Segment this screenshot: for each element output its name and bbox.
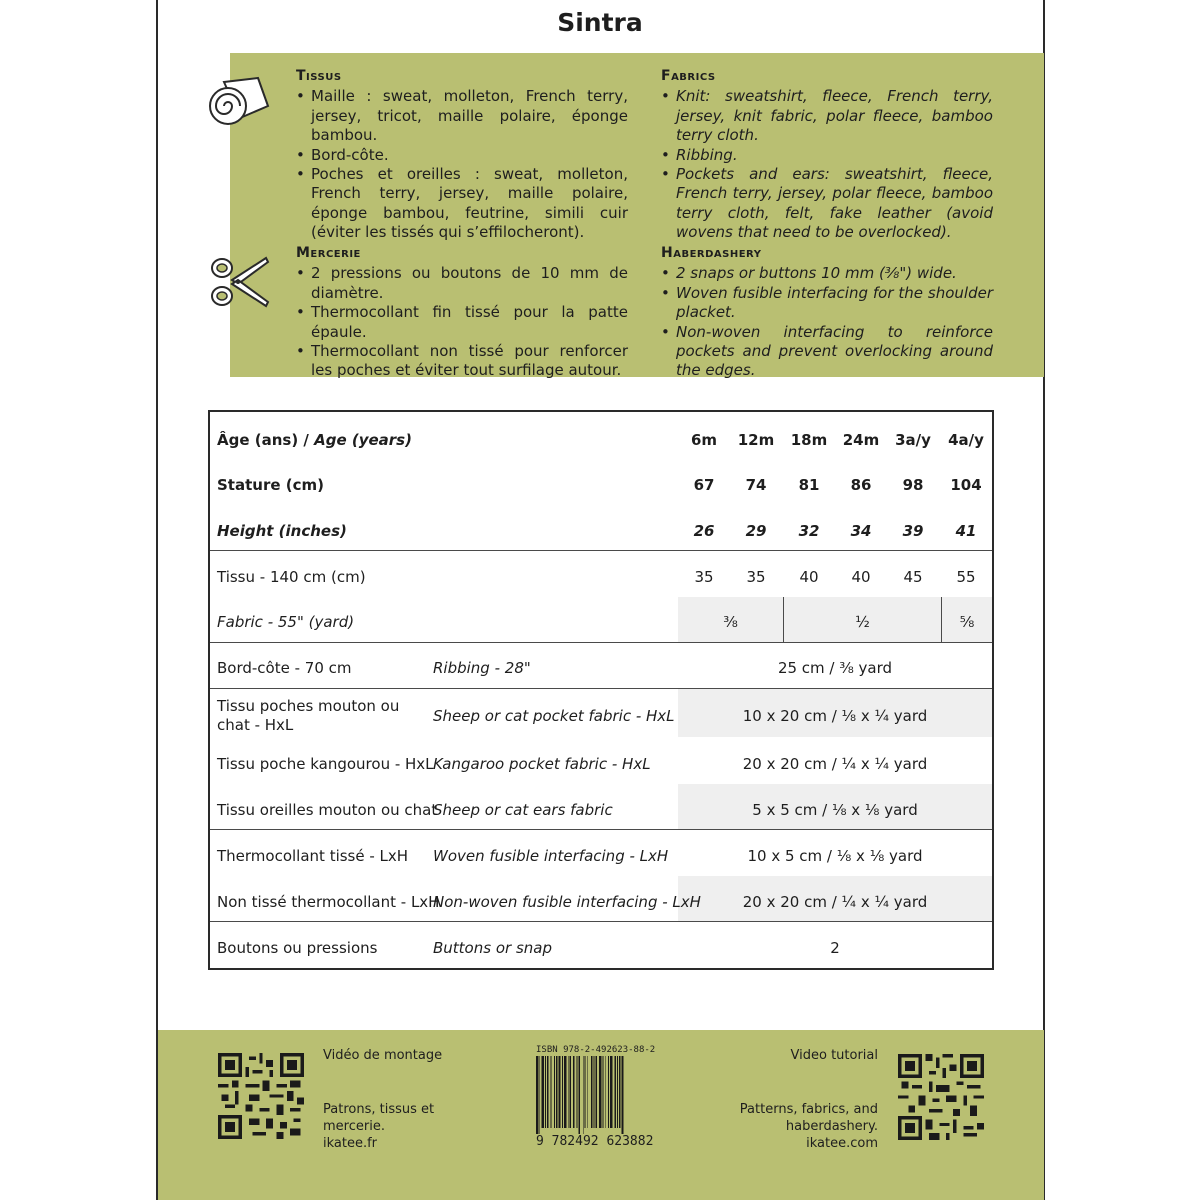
- stature-cell: 86: [850, 476, 872, 494]
- barcode-bar: [568, 1056, 569, 1128]
- fabric-yard-label: Fabric - 55" (yard): [217, 613, 355, 631]
- size-cell: 18m: [790, 431, 828, 449]
- table-row-value: 20 x 20 cm / ¼ x ¼ yard: [742, 755, 928, 773]
- size-table: [208, 410, 994, 970]
- fabrics-fr-section: [296, 67, 628, 243]
- table-divider: [210, 688, 992, 689]
- table-row-value: 20 x 20 cm / ¼ x ¼ yard: [742, 893, 928, 911]
- barcode-bar: [617, 1056, 618, 1128]
- barcode-bar: [614, 1056, 616, 1128]
- barcode-bar: [587, 1056, 588, 1128]
- height-cell: 29: [745, 522, 767, 540]
- qr-code-fr: [218, 1053, 304, 1139]
- shop-fr-line: mercerie.: [323, 1119, 385, 1134]
- size-cell: 6m: [690, 431, 718, 449]
- barcode-bar: [578, 1056, 580, 1134]
- barcode-bar: [603, 1056, 604, 1128]
- fabric-yard-cell: ½: [855, 613, 870, 631]
- table-divider: [210, 921, 992, 922]
- list-item: • Ribbing.: [661, 146, 993, 165]
- barcode-bar: [595, 1056, 597, 1128]
- table-row-label-en: Kangaroo pocket fabric - HxL: [433, 755, 651, 773]
- table-divider: [210, 642, 992, 643]
- video-en-label: Video tutorial: [790, 1048, 878, 1063]
- barcode: [534, 1056, 656, 1136]
- page-title: Sintra: [557, 8, 643, 37]
- table-divider: [210, 829, 992, 830]
- fabrics-en-heading: Fabrics: [661, 68, 716, 84]
- table-row-label-fr: Thermocollant tissé - LxH: [217, 847, 409, 865]
- fabric-cm-cell: 35: [746, 568, 766, 586]
- table-row-value: 10 x 20 cm / ⅛ x ¼ yard: [742, 707, 928, 725]
- fabric-cm-label: Tissu - 140 cm (cm): [217, 568, 366, 586]
- notions-fr-heading: Mercerie: [296, 245, 361, 261]
- stature-cell: 67: [693, 476, 715, 494]
- barcode-bar: [562, 1056, 563, 1128]
- fabrics-fr-heading: Tissus: [296, 68, 342, 84]
- age-label: Âge (ans) / Age (years): [217, 431, 412, 449]
- barcode-bar: [573, 1056, 575, 1128]
- barcode-bar: [605, 1056, 606, 1128]
- shop-en-line: haberdashery.: [785, 1119, 878, 1134]
- table-divider: [210, 550, 992, 551]
- table-row-label-fr: Bord-côte - 70 cm: [217, 659, 352, 677]
- shop-en-text: [718, 1101, 878, 1152]
- footer: [158, 1030, 1044, 1200]
- table-row-label-en: Sheep or cat ears fabric: [433, 801, 613, 819]
- left-border: [156, 0, 158, 1200]
- fabric-yard-cell: ⅝: [959, 613, 975, 631]
- list-item: • Poches et oreilles : sweat, molleton, French terry, jersey, maille polaire, éponge bambou, feutrine, simili cuir (éviter les tissés qui s’effilocheront).: [296, 165, 628, 243]
- size-cell: 24m: [842, 431, 880, 449]
- barcode-bar: [536, 1056, 538, 1134]
- site-en-link[interactable]: ikatee.com: [806, 1136, 878, 1151]
- list-item: • Thermocollant non tissé pour renforcer les poches et éviter tout surfilage autour.: [296, 342, 628, 381]
- shop-en-line: Patterns, fabrics, and: [739, 1102, 878, 1117]
- shop-fr-line: Patrons, tissus et: [323, 1102, 435, 1117]
- notions-fr-section: [296, 244, 628, 381]
- table-row-value: 10 x 5 cm / ⅛ x ⅛ yard: [747, 847, 923, 865]
- barcode-bar: [622, 1056, 624, 1134]
- fabric-cm-cell: 35: [694, 568, 714, 586]
- table-row-label-en: Buttons or snap: [433, 939, 552, 957]
- size-cell: 3a/y: [895, 431, 931, 449]
- height-cell: 41: [955, 522, 977, 540]
- list-item: • Non-woven interfacing to reinforce pockets and prevent overlocking around the edges.: [661, 323, 993, 381]
- barcode-bar: [599, 1056, 602, 1128]
- barcode-bar: [539, 1056, 540, 1134]
- stature-label: Stature (cm): [217, 476, 324, 494]
- barcode-bar: [577, 1056, 578, 1128]
- table-row-label-en: Ribbing - 28": [433, 659, 531, 677]
- stature-cell: 81: [798, 476, 820, 494]
- barcode-bar: [547, 1056, 549, 1128]
- barcode-bar: [619, 1056, 621, 1128]
- stature-cell: 104: [950, 476, 982, 494]
- list-item: • Knit: sweatshirt, fleece, French terry, jersey, knit fabric, polar fleece, bamboo terry cloth.: [661, 87, 993, 145]
- fabrics-en-section: [661, 67, 993, 243]
- stature-cell: 98: [902, 476, 924, 494]
- fabric-roll-icon: [206, 70, 272, 130]
- fabric-cm-cell: 40: [851, 568, 871, 586]
- table-row-label-en: Non-woven fusible interfacing - LxH: [433, 893, 701, 911]
- barcode-bar: [556, 1056, 558, 1128]
- barcode-bar: [570, 1056, 571, 1128]
- list-item: • 2 pressions ou boutons de 10 mm de diamètre.: [296, 264, 628, 303]
- table-row-value: 5 x 5 cm / ⅛ x ⅛ yard: [752, 801, 918, 819]
- list-item: • Bord-côte.: [296, 146, 628, 165]
- size-cell: 4a/y: [948, 431, 984, 449]
- height-label: Height (inches): [217, 522, 347, 540]
- barcode-bar: [583, 1056, 584, 1134]
- barcode-bar: [550, 1056, 551, 1128]
- table-row-label-fr: Tissu oreilles mouton ou chat: [217, 801, 438, 819]
- list-item: • Woven fusible interfacing for the shoulder placket.: [661, 284, 993, 323]
- list-item: • Thermocollant fin tissé pour la patte épaule.: [296, 303, 628, 342]
- table-row-label-fr: Non tissé thermocollant - LxH: [217, 893, 440, 911]
- barcode-bar: [591, 1056, 593, 1128]
- height-cell: 32: [798, 522, 820, 540]
- barcode-bar: [559, 1056, 561, 1128]
- barcode-bar: [608, 1056, 609, 1128]
- barcode-bar: [554, 1056, 555, 1128]
- height-cell: 34: [850, 522, 872, 540]
- table-row-label-fr: Tissu poches mouton ou chat - HxL: [217, 697, 400, 734]
- barcode-bar: [545, 1056, 546, 1128]
- height-cell: 26: [693, 522, 715, 540]
- table-row-label-fr: Tissu poche kangourou - HxL: [217, 755, 434, 773]
- notions-en-section: [661, 244, 993, 381]
- qr-code-en: [898, 1054, 984, 1140]
- site-fr-link[interactable]: ikatee.fr: [323, 1136, 378, 1151]
- size-cell: 12m: [737, 431, 775, 449]
- table-row-label-en: Woven fusible interfacing - LxH: [433, 847, 669, 865]
- height-cell: 39: [902, 522, 924, 540]
- barcode-bar: [610, 1056, 613, 1128]
- list-item: • Pockets and ears: sweatshirt, fleece, French terry, jersey, polar fleece, bamboo terry cloth, felt, fake leather (avoid wovens that need to be overlocked).: [661, 165, 993, 243]
- notions-en-heading: Haberdashery: [661, 245, 762, 261]
- barcode-bar: [594, 1056, 595, 1128]
- list-item: • 2 snaps or buttons 10 mm (⅜") wide.: [661, 264, 993, 283]
- barcode-bar: [541, 1056, 544, 1128]
- stature-cell: 74: [745, 476, 767, 494]
- table-row-label-en: Sheep or cat pocket fabric - HxL: [433, 707, 675, 725]
- isbn-text: ISBN 978-2-492623-88-2: [536, 1045, 656, 1055]
- shop-fr-text: [323, 1101, 434, 1152]
- fabric-cm-cell: 40: [799, 568, 819, 586]
- barcode-bar: [564, 1056, 567, 1128]
- table-row-label-fr: Boutons ou pressions: [217, 939, 378, 957]
- table-row-value: 2: [830, 939, 840, 957]
- fabric-yard-cell: ⅜: [723, 613, 738, 631]
- barcode-bar: [585, 1056, 586, 1128]
- ean-text: 9 782492 623882: [536, 1134, 654, 1149]
- table-row-value: 25 cm / ⅜ yard: [777, 659, 893, 677]
- fabric-cm-cell: 45: [903, 568, 923, 586]
- video-fr-label: Vidéo de montage: [323, 1048, 443, 1063]
- list-item: • Maille : sweat, molleton, French terry, jersey, tricot, maille polaire, éponge bambou.: [296, 87, 628, 145]
- scissors-icon: [208, 254, 270, 310]
- fabric-cm-cell: 55: [956, 568, 976, 586]
